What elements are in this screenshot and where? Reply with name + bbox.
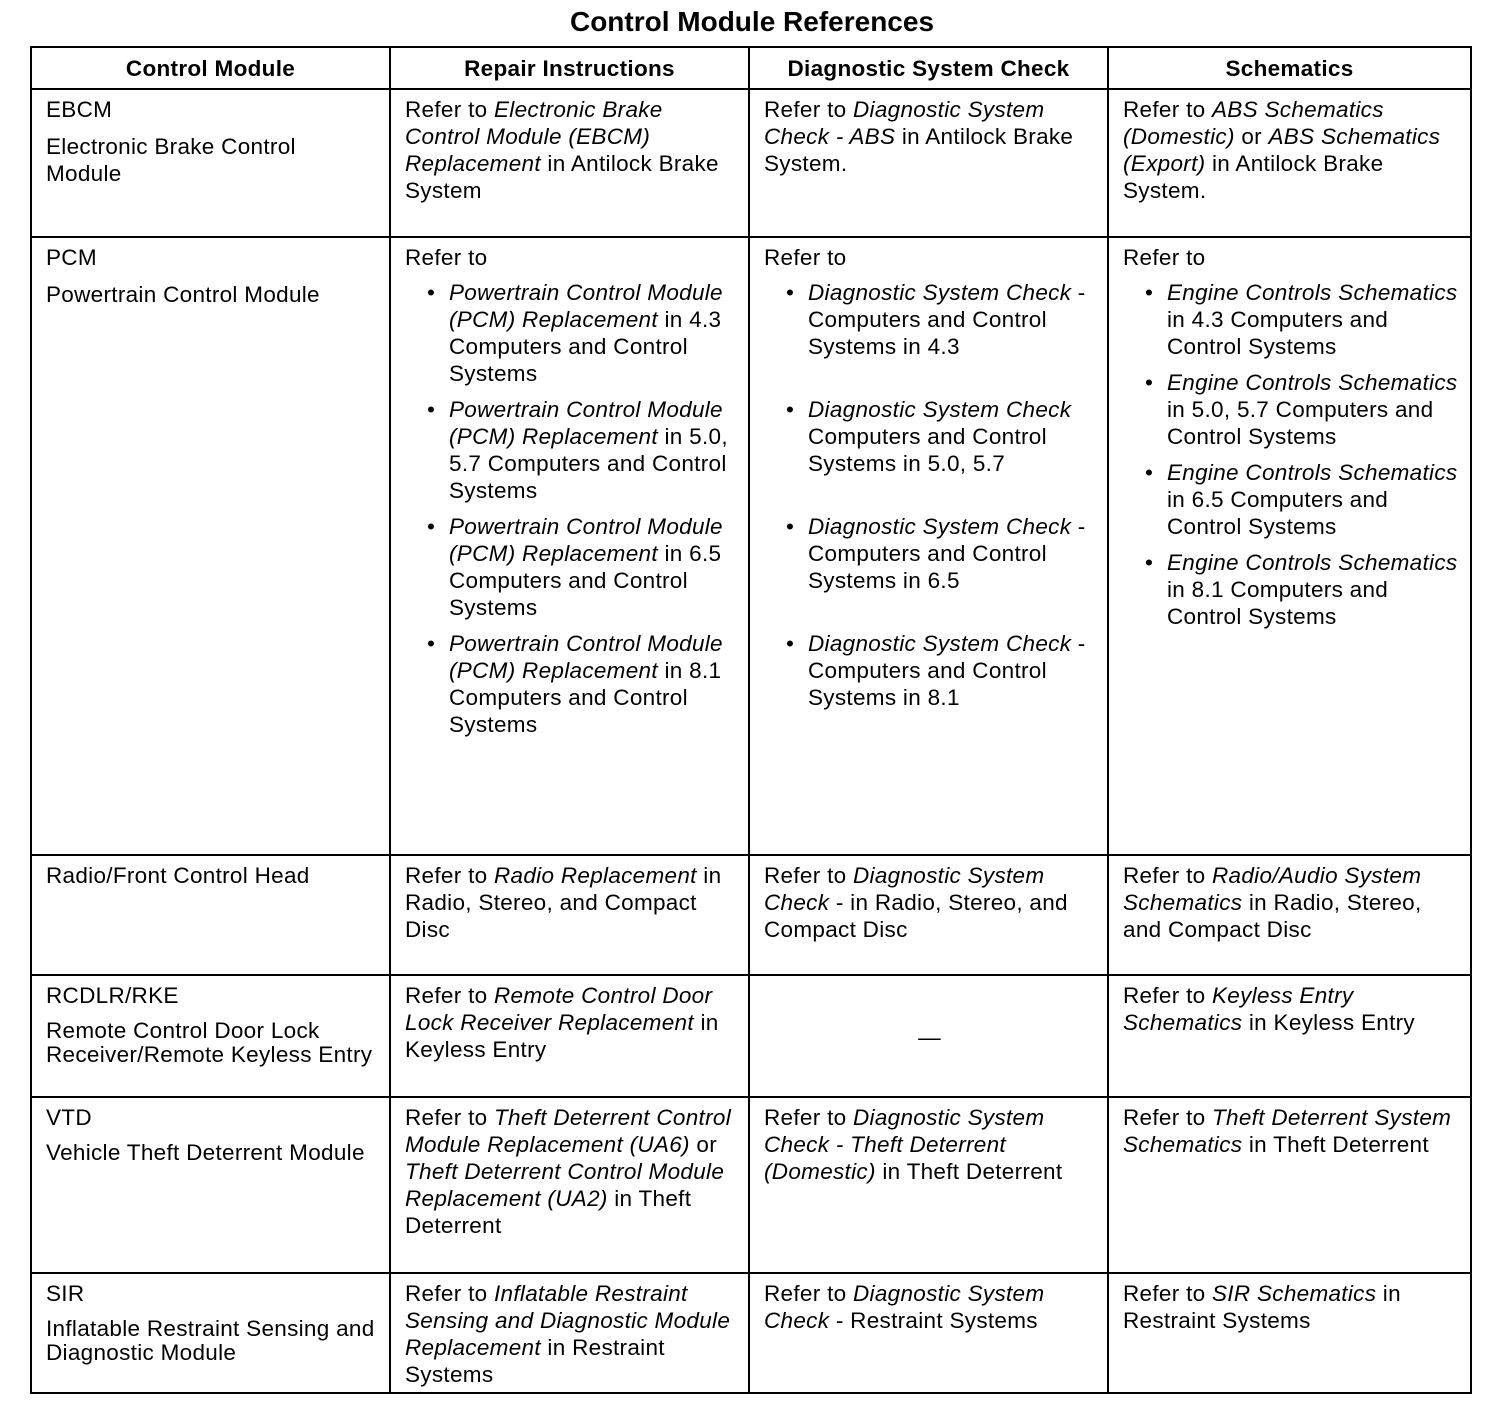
repair-link[interactable]: Radio Replacement (494, 863, 697, 888)
list-item (764, 513, 1095, 594)
location-text: in 4.3 Computers and Control Systems (449, 307, 722, 386)
schem-link[interactable]: Engine Controls Schematics (1167, 550, 1458, 575)
module-name: Inflatable Restraint Sensing and Diagnostic Module (46, 1316, 375, 1365)
module-cell (31, 1273, 390, 1393)
table-row (31, 855, 1471, 975)
refer-text: Refer to (1123, 245, 1206, 270)
header-control-module: Control Module (31, 47, 390, 89)
table-row (31, 237, 1471, 855)
module-name: Vehicle Theft Deterrent Module (46, 1140, 365, 1165)
repair-list (405, 279, 736, 738)
list-item (1123, 459, 1458, 540)
module-cell (31, 855, 390, 975)
diag-link[interactable]: Diagnostic System Check (764, 863, 1045, 915)
schem-link[interactable]: Theft Deterrent System Schematics (1123, 1105, 1452, 1157)
diag-link[interactable]: Diagnostic System Check - Theft Deterrent (Domestic) (764, 1105, 1045, 1184)
repair-cell (390, 89, 749, 237)
location-text: - Computers and Control Systems in 6.5 (808, 514, 1086, 593)
diag-link[interactable]: Diagnostic System Check (808, 280, 1072, 305)
refer-text: Refer to (405, 863, 494, 888)
module-code: VTD (46, 1105, 92, 1130)
module-code: EBCM (46, 97, 113, 122)
diag-cell (749, 1273, 1108, 1393)
repair-cell (390, 975, 749, 1097)
table-row (31, 1273, 1471, 1393)
list-item (1123, 369, 1458, 450)
location-text: in Antilock Brake System (405, 151, 719, 203)
refer-text: Refer to (405, 983, 494, 1008)
location-text: - Computers and Control Systems in 8.1 (808, 631, 1086, 710)
refer-text: Refer to (405, 97, 494, 122)
schem-cell (1108, 237, 1471, 855)
module-cell (31, 89, 390, 237)
table-row (31, 89, 1471, 237)
location-text: in Radio, Stereo, and Compact Disc (405, 863, 722, 942)
repair-link[interactable]: Inflatable Restraint Sensing and Diagnostic Module Replacement (405, 1281, 731, 1360)
repair-cell (390, 237, 749, 855)
schem-list (1123, 279, 1458, 630)
repair-link[interactable]: Powertrain Control Module (PCM) Replacement (449, 397, 723, 449)
location-text: in Keyless Entry (405, 1010, 719, 1062)
refer-text: Refer to (764, 1105, 853, 1130)
repair-link[interactable]: Electronic Brake Control Module (EBCM) Replacement (405, 97, 663, 176)
schem-link[interactable]: ABS Schematics (Export) (1123, 124, 1441, 176)
header-diagnostic-system-check: Diagnostic System Check (749, 47, 1108, 89)
location-text: in Keyless Entry (1242, 1010, 1415, 1035)
diag-cell (749, 237, 1108, 855)
refer-text: Refer to (1123, 863, 1212, 888)
refer-text: Refer to (405, 1281, 494, 1306)
location-text: in 5.0, 5.7 Computers and Control Systems (1167, 397, 1434, 449)
diag-link[interactable]: Diagnostic System Check - ABS (764, 97, 1045, 149)
diag-link[interactable]: Diagnostic System Check (808, 514, 1072, 539)
refer-text: Refer to (764, 245, 847, 270)
diag-cell (749, 1097, 1108, 1273)
location-text: in Radio, Stereo, and Compact Disc (1123, 890, 1422, 942)
repair-link[interactable]: Theft Deterrent Control Module Replacement (UA2) (405, 1159, 725, 1211)
empty-dash: — (918, 1024, 941, 1050)
list-item (405, 396, 736, 504)
refer-text: Refer to (1123, 1281, 1212, 1306)
diag-link[interactable]: Diagnostic System Check (764, 1281, 1045, 1333)
refer-text: Refer to (1123, 97, 1212, 122)
header-schematics: Schematics (1108, 47, 1471, 89)
location-text: Computers and Control Systems in 5.0, 5.7 (808, 424, 1047, 476)
refer-text: Refer to (405, 245, 488, 270)
refer-text: Refer to (764, 1281, 853, 1306)
location-text: in Antilock Brake System. (764, 124, 1074, 176)
location-text: in Restraint Systems (1123, 1281, 1401, 1333)
module-name: Powertrain Control Module (46, 282, 320, 307)
diag-list (764, 279, 1095, 711)
refer-text: Refer to (1123, 983, 1212, 1008)
schem-link[interactable]: Engine Controls Schematics (1167, 280, 1458, 305)
schem-link[interactable]: Engine Controls Schematics (1167, 460, 1458, 485)
location-text: in Restraint Systems (405, 1335, 665, 1387)
module-name: Remote Control Door Lock Receiver/Remote Keyless Entry (46, 1018, 373, 1067)
diag-cell (749, 855, 1108, 975)
list-item (764, 630, 1095, 711)
diag-link[interactable]: Diagnostic System Check (808, 397, 1072, 422)
schem-link[interactable]: ABS Schematics (Domestic) (1123, 97, 1384, 149)
location-text: - in Radio, Stereo, and Compact Disc (764, 890, 1068, 942)
schem-link[interactable]: Engine Controls Schematics (1167, 370, 1458, 395)
list-item (1123, 279, 1458, 360)
module-cell (31, 237, 390, 855)
location-text: in 8.1 Computers and Control Systems (1167, 577, 1389, 629)
location-text: in Theft Deterrent (405, 1186, 692, 1238)
list-item (764, 279, 1095, 360)
list-item (405, 630, 736, 738)
diag-cell (749, 89, 1108, 237)
refer-text: Refer to (764, 97, 853, 122)
repair-link[interactable]: Theft Deterrent Control Module Replacement (UA6) (405, 1105, 731, 1157)
repair-cell (390, 855, 749, 975)
list-item (764, 396, 1095, 477)
diag-cell (749, 975, 1108, 1097)
repair-link[interactable]: Remote Control Door Lock Receiver Replacement (405, 983, 713, 1035)
list-item (1123, 549, 1458, 630)
schem-cell (1108, 855, 1471, 975)
location-text: in 6.5 Computers and Control Systems (1167, 487, 1389, 539)
location-text: in 4.3 Computers and Control Systems (1167, 307, 1389, 359)
module-code: SIR (46, 1281, 85, 1306)
repair-cell (390, 1097, 749, 1273)
repair-link[interactable]: Powertrain Control Module (PCM) Replacement (449, 280, 723, 332)
module-cell (31, 975, 390, 1097)
repair-cell (390, 1273, 749, 1393)
schem-cell (1108, 1097, 1471, 1273)
list-item (405, 513, 736, 621)
schem-cell (1108, 89, 1471, 237)
page-title: Control Module References (569, 6, 935, 37)
schem-cell (1108, 1273, 1471, 1393)
location-text: in Theft Deterrent (1242, 1132, 1429, 1157)
module-cell (31, 1097, 390, 1273)
module-code: PCM (46, 245, 97, 270)
table-row (31, 1097, 1471, 1273)
schem-link[interactable]: Keyless Entry Schematics (1123, 983, 1354, 1035)
location-text: in Antilock Brake System. (1123, 151, 1384, 203)
repair-link[interactable]: Powertrain Control Module (PCM) Replacement (449, 631, 723, 683)
module-code: RCDLR/RKE (46, 983, 179, 1008)
schem-link[interactable]: SIR Schematics (1212, 1281, 1377, 1306)
refer-text: Refer to (1123, 1105, 1212, 1130)
refer-text: Refer to (764, 863, 853, 888)
refer-text: Refer to (405, 1105, 494, 1130)
conjunction-text: or (689, 1132, 717, 1157)
diag-link[interactable]: Diagnostic System Check (808, 631, 1072, 656)
schem-cell (1108, 975, 1471, 1097)
location-text: in 6.5 Computers and Control Systems (449, 541, 722, 620)
schem-link[interactable]: Radio/Audio System Schematics (1123, 863, 1422, 915)
location-text: in 8.1 Computers and Control Systems (449, 658, 722, 737)
list-item (405, 279, 736, 387)
header-repair-instructions: Repair Instructions (390, 47, 749, 89)
header-row (31, 47, 1471, 89)
repair-link[interactable]: Powertrain Control Module (PCM) Replacement (449, 514, 723, 566)
module-name: Radio/Front Control Head (46, 863, 310, 888)
location-text: - Computers and Control Systems in 4.3 (808, 280, 1086, 359)
conjunction-text: or (1234, 124, 1269, 149)
location-text: in 5.0, 5.7 Computers and Control Systems (449, 424, 728, 503)
table-row (31, 975, 1471, 1097)
location-text: - Restraint Systems (829, 1308, 1038, 1333)
reference-table (30, 46, 1472, 1394)
module-name: Electronic Brake Control Module (46, 134, 296, 186)
location-text: in Theft Deterrent (875, 1159, 1063, 1184)
